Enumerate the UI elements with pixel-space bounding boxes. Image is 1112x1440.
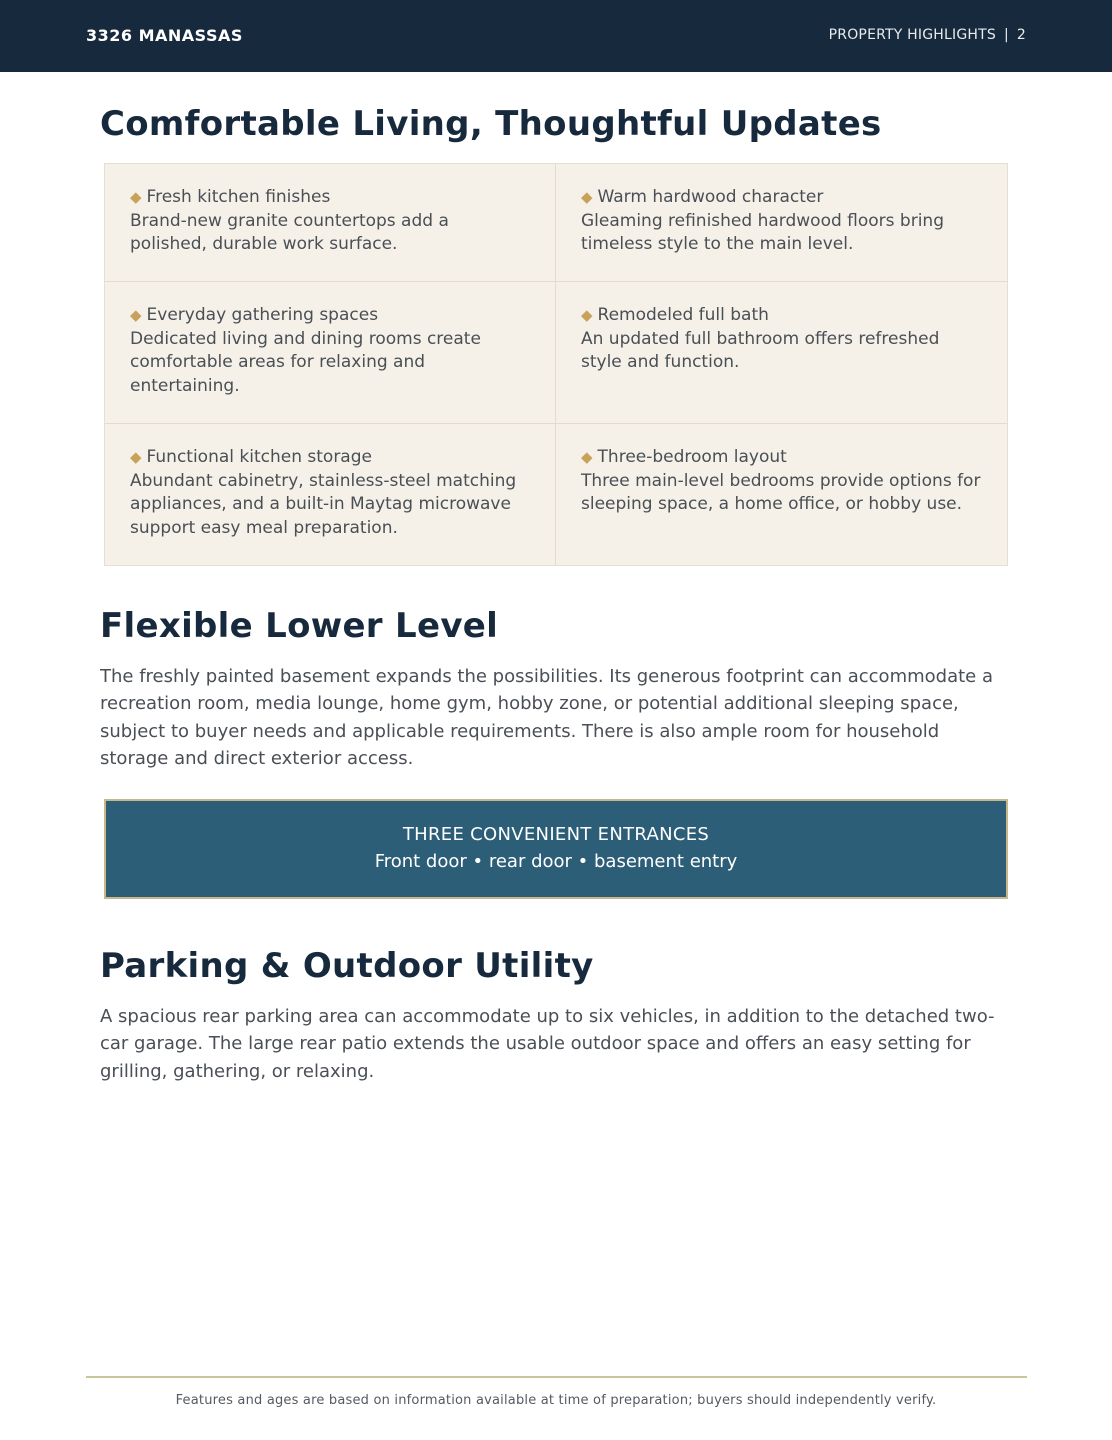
feature-item [556,282,1007,424]
diamond-icon: ◆ [581,448,593,466]
feature-title [130,446,530,470]
diamond-icon: ◆ [581,188,593,206]
feature-title-text: Three-bedroom layout [597,447,787,467]
lower-level-paragraph: The freshly painted basement expands the possibilities. Its generous footprint can accommodate a recreation room, media lounge, home gym, hobby zone, or potential additional sleeping space, subject to buyer needs and applicable requirements. There is also ample room for household storage and direct exterior access. [100,666,993,769]
feature-title-text: Warm hardwood character [597,187,824,207]
lower-level-heading: Flexible Lower Level [100,606,499,646]
feature-description: Abundant cabinetry, stainless-steel matching appliances, and a built-in Maytag microwave support easy meal preparation. [130,470,517,539]
property-title: 3326 MANASSAS [86,26,243,45]
feature-description: Brand-new granite countertops add a polished, durable work surface. [130,210,449,255]
page-number: 2 [1016,27,1026,43]
page-label [829,27,1026,43]
feature-description: An updated full bathroom offers refreshed style and function. [581,328,940,373]
feature-description: Three main-level bedrooms provide options for sleeping space, a home office, or hobby use. [581,470,981,515]
features-grid [104,163,1008,566]
feature-title [130,186,530,210]
feature-title [581,304,982,328]
feature-description: Dedicated living and dining rooms create comfortable areas for relaxing and entertaining. [130,328,481,397]
feature-title [581,186,982,210]
feature-item [556,164,1007,282]
feature-item [105,282,556,424]
callout-subtitle: Front door • rear door • basement entry [374,851,738,872]
header-separator: | [1003,27,1009,43]
diamond-icon: ◆ [581,306,593,324]
feature-item [105,164,556,282]
diamond-icon: ◆ [130,448,142,466]
feature-title-text: Fresh kitchen finishes [146,187,331,207]
feature-item [105,424,556,565]
feature-title-text: Everyday gathering spaces [146,305,379,325]
parking-paragraph: A spacious rear parking area can accommodate up to six vehicles, in addition to the detached two-car garage. The large rear patio extends the usable outdoor space and offers an easy setting for grilling, gathering, or relaxing. [100,1006,995,1082]
footer-disclaimer: Features and ages are based on information available at time of preparation; buyers should independently verify. [175,1393,937,1408]
entrances-callout [104,799,1008,899]
section-label: PROPERTY HIGHLIGHTS [828,27,996,43]
feature-title-text: Functional kitchen storage [146,447,372,467]
footer-divider [86,1376,1027,1378]
feature-title [581,446,982,470]
feature-title [130,304,530,328]
feature-title-text: Remodeled full bath [597,305,769,325]
living-heading: Comfortable Living, Thoughtful Updates [100,104,882,144]
diamond-icon: ◆ [130,306,142,324]
header-bar [0,0,1112,72]
feature-description: Gleaming refinished hardwood floors bring timeless style to the main level. [581,210,944,255]
callout-title: THREE CONVENIENT ENTRANCES [402,824,710,845]
feature-item [556,424,1007,565]
diamond-icon: ◆ [130,188,142,206]
parking-heading: Parking & Outdoor Utility [100,946,594,986]
